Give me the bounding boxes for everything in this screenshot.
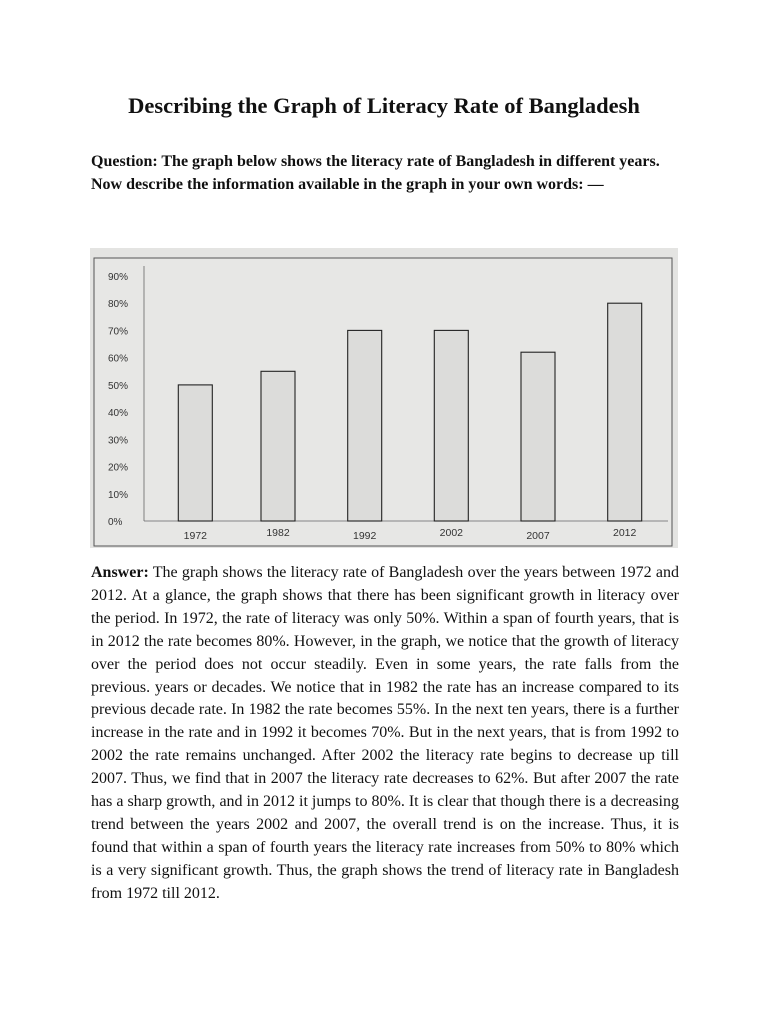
y-tick-label: 50% <box>108 380 129 392</box>
y-tick-label: 80% <box>108 299 129 311</box>
x-tick-label: 1982 <box>266 527 290 539</box>
y-tick-label: 40% <box>108 408 129 420</box>
literacy-rate-chart <box>90 248 678 548</box>
x-tick-label: 2002 <box>439 527 464 539</box>
bar-1982 <box>261 371 295 521</box>
bar-2002 <box>434 330 468 521</box>
bar-1992 <box>348 330 382 521</box>
chart-svg <box>90 248 678 548</box>
bar-1972 <box>178 385 212 521</box>
y-tick-label: 90% <box>108 272 129 283</box>
x-tick-label: 1992 <box>352 530 377 542</box>
y-tick-label: 70% <box>108 326 129 338</box>
answer-label: Answer: <box>91 564 149 581</box>
x-tick-label: 2012 <box>612 527 637 539</box>
x-tick-label: 2007 <box>526 530 550 542</box>
x-tick-label: 1972 <box>183 530 208 542</box>
y-tick-label: 20% <box>108 462 129 474</box>
y-tick-label: 30% <box>108 435 129 447</box>
bar-2012 <box>608 303 642 521</box>
page-title: Describing the Graph of Literacy Rate of Bangladesh <box>128 93 640 118</box>
question-text: Question: The graph below shows the literacy rate of Bangladesh in different years. Now describe the information available in the graph in your own words: — <box>91 153 660 193</box>
answer-paragraph <box>91 562 679 906</box>
answer-text: The graph shows the literacy rate of Bangladesh over the years between 1972 and 2012. At a glance, the graph shows that there has been significant growth in literacy over the period. In 1972, the rate of literacy was only 50%. Within a span of fourth years, that is in 2012 the rate becomes 80%. However, in the graph, we notice that the growth of literacy over the period does not occur steadily. Even in some years, the rate falls from the previous. years or decades. We notice that in 1982 the rate has an increase compared to its previous decade rate. In 1982 the rate becomes 55%. In the next ten years, there is a further increase in the rate and in 1992 it becomes 70%. But in the next years, that is from 1992 to 2002 the rate remains unchanged. After 2002 the literacy rate begins to decrease up till 2007. Thus, we find that in 2007 the literacy rate decreases to 62%. But after 2007 the rate has a sharp growth, and in 2012 it jumps to 80%. It is clear that though there is a decreasing trend between the years 2002 and 2007, the overall trend is on the increase. Thus, it is found that within a span of fourth years the literacy rate increases from 50% to 80% which is a very significant growth. Thus, the graph shows the trend of literacy rate in Bangladesh from 1972 till 2012. <box>91 564 679 902</box>
y-tick-label: 10% <box>108 489 129 501</box>
bar-2007 <box>521 352 555 521</box>
y-tick-label: 0% <box>108 517 123 528</box>
y-tick-label: 60% <box>108 353 129 365</box>
